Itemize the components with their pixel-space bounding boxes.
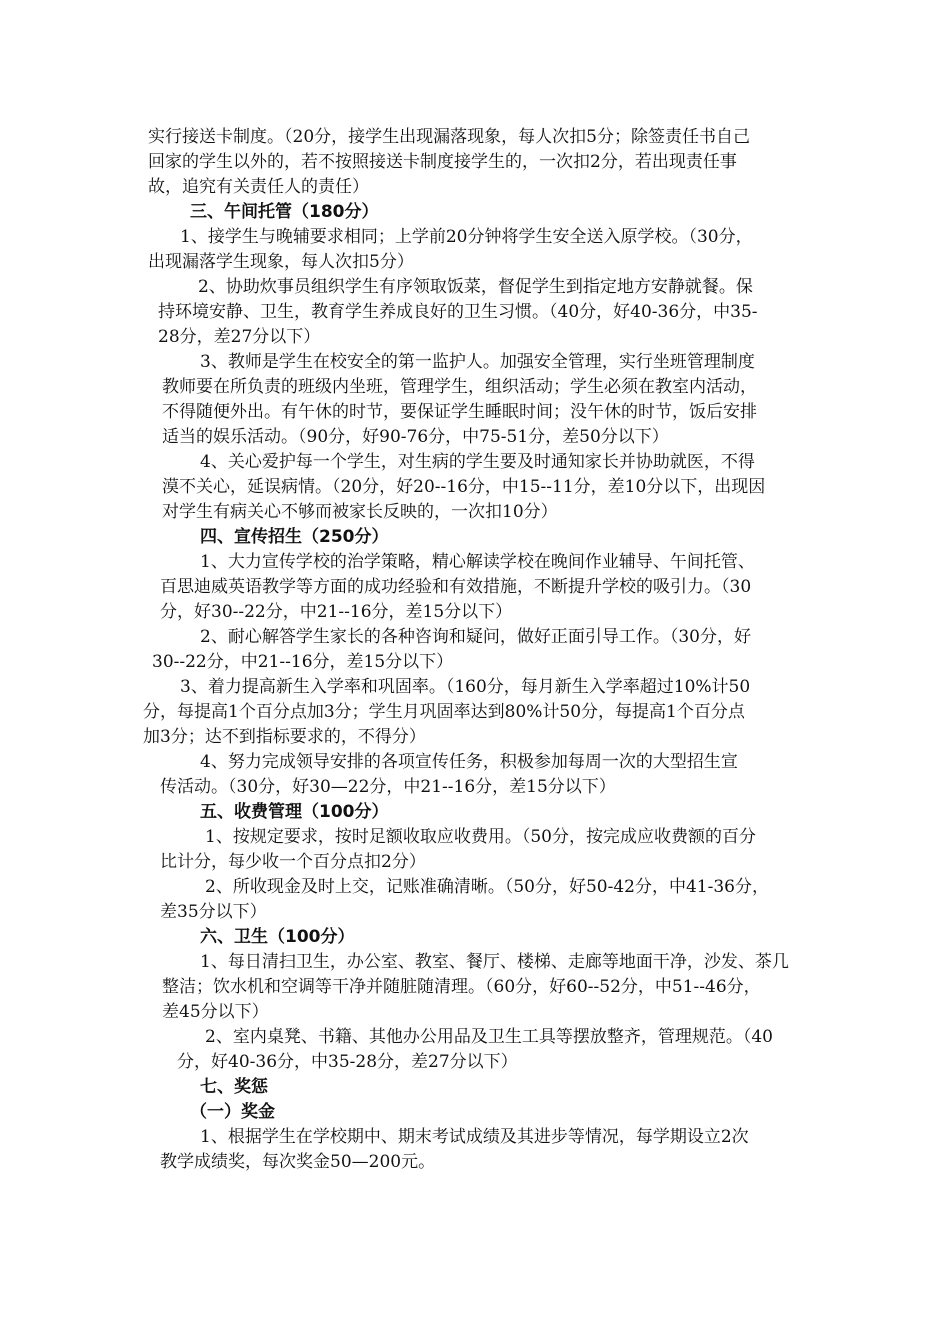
paragraph-line: 教学成绩奖，每次奖金50—200元。: [160, 1152, 436, 1172]
paragraph-line: 教师要在所负责的班级内坐班，管理学生，组织活动；学生必须在教室内活动，: [162, 377, 757, 397]
section-heading: 五、收费管理（100分）: [200, 802, 389, 822]
paragraph-line: 漠不关心，延误病情。（20分，好20--16分，中15--11分，差10分以下，出现因: [162, 477, 766, 497]
paragraph-line: 1、根据学生在学校期中、期末考试成绩及其进步等情况，每学期设立2次: [200, 1127, 749, 1147]
paragraph-line: 1、按规定要求，按时足额收取应收费用。（50分，按完成应收费额的百分: [205, 827, 756, 847]
paragraph-line: 2、耐心解答学生家长的各种咨询和疑问，做好正面引导工作。（30分，好: [200, 627, 751, 647]
paragraph-line: 1、接学生与晚辅要求相同；上学前20分钟将学生安全送入原学校。（30分，: [180, 227, 753, 247]
paragraph-line: 差45分以下）: [162, 1002, 269, 1022]
paragraph-line: 2、所收现金及时上交，记账准确清晰。（50分，好50-42分，中41-36分，: [205, 877, 769, 897]
paragraph-line: 回家的学生以外的，若不按照接送卡制度接学生的，一次扣2分，若出现责任事: [148, 152, 737, 172]
paragraph-line: 分，好30--22分，中21--16分，差15分以下）: [160, 602, 513, 622]
paragraph-line: 故，追究有关责任人的责任）: [148, 177, 369, 197]
paragraph-line: 4、努力完成领导安排的各项宣传任务，积极参加每周一次的大型招生宣: [200, 752, 738, 772]
paragraph-line: 28分，差27分以下）: [158, 327, 321, 347]
paragraph-line: 3、着力提高新生入学率和巩固率。（160分，每月新生入学率超过10%计50: [180, 677, 751, 697]
paragraph-line: 1、大力宣传学校的治学策略，精心解读学校在晚间作业辅导、午间托管、: [200, 552, 755, 572]
paragraph-line: 30--22分，中21--16分，差15分以下）: [152, 652, 454, 672]
section-heading: 四、宣传招生（250分）: [200, 527, 389, 547]
paragraph-line: 2、协助炊事员组织学生有序领取饭菜，督促学生到指定地方安静就餐。保: [198, 277, 753, 297]
paragraph-line: 比计分，每少收一个百分点扣2分）: [160, 852, 426, 872]
section-heading: 三、午间托管（180分）: [190, 202, 379, 222]
section-heading: 六、卫生（100分）: [200, 927, 355, 947]
paragraph-line: 分，好40-36分，中35-28分，差27分以下）: [177, 1052, 518, 1072]
paragraph-line: 2、室内桌凳、书籍、其他办公用品及卫生工具等摆放整齐，管理规范。（40: [205, 1027, 773, 1047]
paragraph-line: 整洁；饮水机和空调等干净并随脏随清理。（60分，好60--52分，中51--46分，: [162, 977, 761, 997]
paragraph-line: 4、关心爱护每一个学生，对生病的学生要及时通知家长并协助就医，不得: [200, 452, 755, 472]
paragraph-line: 百思迪威英语教学等方面的成功经验和有效措施，不断提升学校的吸引力。（30: [160, 577, 752, 597]
section-heading: 七、奖惩: [200, 1077, 268, 1097]
paragraph-line: 不得随便外出。有午休的时节，要保证学生睡眠时间；没午休的时节，饭后安排: [162, 402, 757, 422]
paragraph-line: 适当的娱乐活动。（90分，好90-76分，中75-51分，差50分以下）: [162, 427, 669, 447]
paragraph-line: 加3分；达不到指标要求的，不得分）: [143, 727, 426, 747]
paragraph-line: 差35分以下）: [160, 902, 267, 922]
paragraph-line: 3、教师是学生在校安全的第一监护人。加强安全管理，实行坐班管理制度: [200, 352, 755, 372]
subsection-heading: （一）奖金: [190, 1102, 275, 1122]
paragraph-line: 实行接送卡制度。（20分，接学生出现漏落现象，每人次扣5分；除签责任书自己: [148, 127, 750, 147]
paragraph-line: 传活动。（30分，好30—22分，中21--16分，差15分以下）: [160, 777, 616, 797]
paragraph-line: 对学生有病关心不够而被家长反映的，一次扣10分）: [162, 502, 558, 522]
paragraph-line: 持环境安静、卫生，教育学生养成良好的卫生习惯。（40分，好40-36分，中35-: [158, 302, 758, 322]
paragraph-line: 出现漏落学生现象，每人次扣5分）: [148, 252, 414, 272]
paragraph-line: 1、每日清扫卫生，办公室、教室、餐厅、楼梯、走廊等地面干净，沙发、茶几: [200, 952, 789, 972]
paragraph-line: 分，每提高1个百分点加3分；学生月巩固率达到80%计50分，每提高1个百分点: [143, 702, 745, 722]
